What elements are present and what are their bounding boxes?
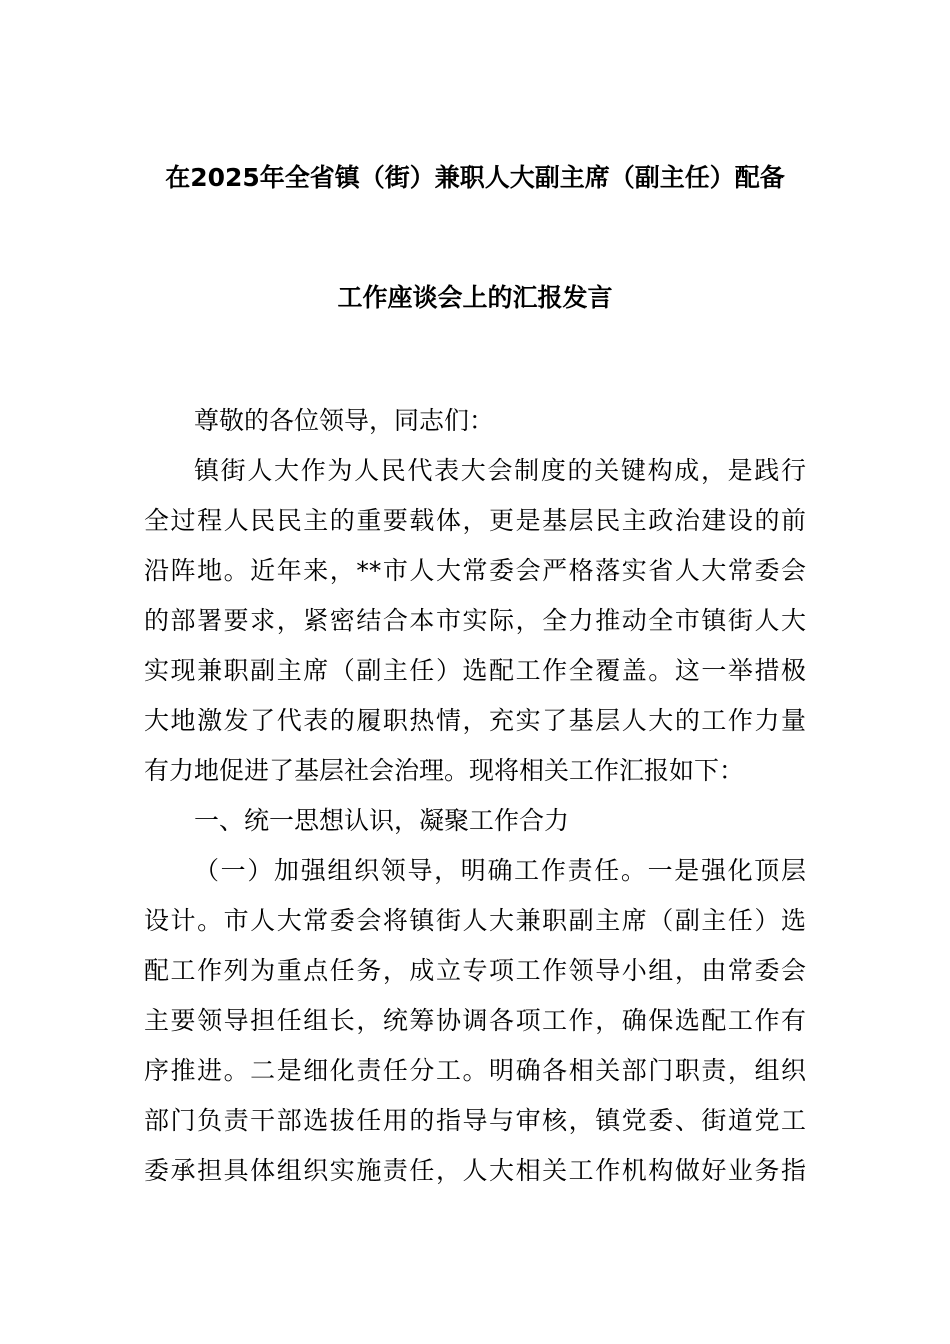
paragraph-line: 实现兼职副主席（副主任）选配工作全覆盖。这一举措极 [144,656,806,685]
document-title-line-1: 在2025年全省镇（街）兼职人大副主席（副主任）配备 [165,163,785,192]
paragraph-line: （一）加强组织领导，明确工作责任。一是强化顶层 [194,856,806,885]
salutation: 尊敬的各位领导，同志们： [194,406,495,435]
paragraph-line: 全过程人民民主的重要载体，更是基层民主政治建设的前 [144,506,806,535]
paragraph-line: 沿阵地。近年来，**市人大常委会严格落实省人大常委会 [144,556,806,585]
paragraph-line: 有力地促进了基层社会治理。现将相关工作汇报如下： [144,756,745,785]
paragraph-line: 委承担具体组织实施责任，人大相关工作机构做好业务指 [144,1156,806,1185]
paragraph-line: 配工作列为重点任务，成立专项工作领导小组，由常委会 [144,956,806,985]
paragraph-line: 大地激发了代表的履职热情，充实了基层人大的工作力量 [144,706,806,735]
section-heading: 一、统一思想认识，凝聚工作合力 [194,806,570,835]
paragraph-line: 序推进。二是细化责任分工。明确各相关部门职责，组织 [144,1056,806,1085]
document-title-line-2: 工作座谈会上的汇报发言 [337,283,613,312]
paragraph-line: 部门负责干部选拔任用的指导与审核，镇党委、街道党工 [144,1106,806,1135]
paragraph-line: 的部署要求，紧密结合本市实际，全力推动全市镇街人大 [144,606,806,635]
paragraph-line: 主要领导担任组长，统筹协调各项工作，确保选配工作有 [144,1006,806,1035]
paragraph-line: 设计。市人大常委会将镇街人大兼职副主席（副主任）选 [144,906,806,935]
paragraph-line: 镇街人大作为人民代表大会制度的关键构成，是践行 [194,456,806,485]
